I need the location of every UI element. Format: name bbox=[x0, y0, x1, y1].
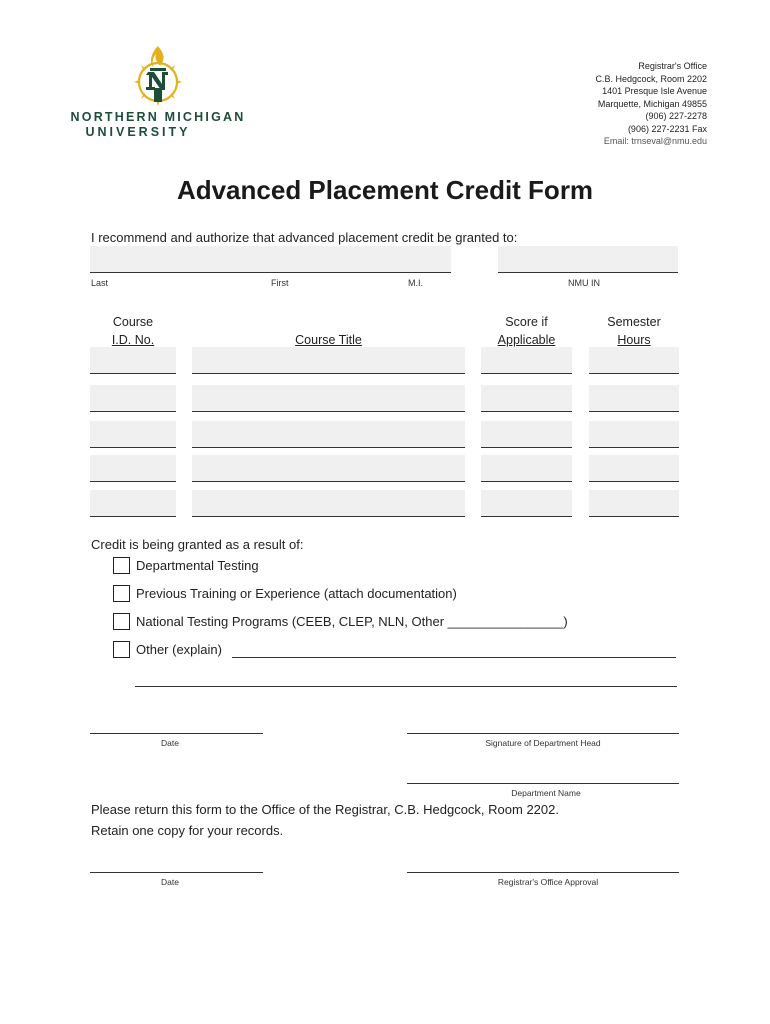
score-input[interactable] bbox=[481, 385, 572, 412]
date-label: Date bbox=[161, 738, 179, 748]
address-fax: (906) 227-2231 Fax bbox=[627, 123, 707, 134]
course-title-input[interactable] bbox=[192, 490, 465, 517]
dept-head-signature-line[interactable] bbox=[407, 720, 679, 734]
logo-text-line2: UNIVERSITY bbox=[85, 125, 191, 139]
other-explain-line[interactable] bbox=[232, 643, 676, 658]
hours-header bbox=[589, 313, 679, 349]
previous-training-label: Previous Training or Experience (attach documentation) bbox=[136, 586, 457, 601]
form-title: Advanced Placement Credit Form bbox=[176, 175, 594, 205]
other-explain-line-2[interactable] bbox=[135, 672, 677, 687]
course-title-input[interactable] bbox=[192, 385, 465, 412]
dept-head-signature-label: Signature of Department Head bbox=[485, 738, 601, 748]
hours-header-line1: Semester bbox=[607, 315, 661, 329]
score-input[interactable] bbox=[481, 455, 572, 482]
last-name-label: Last bbox=[91, 278, 109, 288]
option-departmental-testing[interactable] bbox=[113, 557, 259, 574]
hours-input[interactable] bbox=[589, 385, 679, 412]
torch-emblem-icon bbox=[130, 44, 186, 106]
option-national-testing[interactable] bbox=[113, 613, 568, 630]
score-header-line1: Score if bbox=[505, 315, 548, 329]
score-header bbox=[481, 313, 572, 349]
logo-text-line1: NORTHERN MICHIGAN bbox=[70, 110, 246, 124]
address-phone: (906) 227-2278 bbox=[645, 111, 707, 121]
nmu-in-label: NMU IN bbox=[568, 278, 600, 288]
hours-input[interactable] bbox=[589, 455, 679, 482]
course-id-input[interactable] bbox=[90, 347, 176, 374]
course-title-header-text: Course Title bbox=[295, 333, 362, 347]
department-name-line[interactable] bbox=[407, 770, 679, 784]
course-id-input[interactable] bbox=[90, 385, 176, 412]
hours-input[interactable] bbox=[589, 347, 679, 374]
course-title-input[interactable] bbox=[192, 455, 465, 482]
departmental-testing-label: Departmental Testing bbox=[136, 558, 259, 573]
previous-training-checkbox[interactable] bbox=[113, 585, 130, 602]
course-id-header-line2: I.D. No. bbox=[111, 333, 155, 347]
middle-initial-label: M.I. bbox=[408, 278, 423, 288]
option-previous-training[interactable] bbox=[113, 585, 457, 602]
hours-header-line2: Hours bbox=[617, 333, 651, 347]
registrar-approval-line[interactable] bbox=[407, 859, 679, 873]
hours-input[interactable] bbox=[589, 490, 679, 517]
return-instructions bbox=[91, 799, 559, 841]
course-id-header bbox=[90, 313, 176, 349]
hours-input[interactable] bbox=[589, 421, 679, 448]
registrar-address bbox=[595, 60, 707, 148]
credit-reason-title: Credit is being granted as a result of: bbox=[91, 537, 304, 552]
course-id-header-line1: Course bbox=[112, 315, 154, 329]
course-id-input[interactable] bbox=[90, 490, 176, 517]
score-input[interactable] bbox=[481, 490, 572, 517]
score-input[interactable] bbox=[481, 347, 572, 374]
course-title-input[interactable] bbox=[192, 347, 465, 374]
date-line-2[interactable] bbox=[90, 859, 263, 873]
score-header-line2: Applicable bbox=[497, 333, 556, 347]
course-title-input[interactable] bbox=[192, 421, 465, 448]
other-label: Other (explain) bbox=[136, 642, 222, 657]
student-name-field[interactable] bbox=[90, 246, 451, 273]
option-other[interactable] bbox=[113, 641, 222, 658]
address-line: 1401 Presque Isle Avenue bbox=[602, 86, 707, 96]
first-name-label: First bbox=[271, 278, 289, 288]
address-email: Email: trnseval@nmu.edu bbox=[603, 136, 707, 146]
national-testing-label: National Testing Programs (CEEB, CLEP, NLN, Other ________________) bbox=[136, 614, 568, 629]
registrar-approval-label: Registrar's Office Approval bbox=[497, 877, 599, 887]
departmental-testing-checkbox[interactable] bbox=[113, 557, 130, 574]
date-label-2: Date bbox=[161, 877, 179, 887]
nmu-in-field[interactable] bbox=[498, 246, 678, 273]
course-id-input[interactable] bbox=[90, 455, 176, 482]
address-line: C.B. Hedgcock, Room 2202 bbox=[595, 73, 707, 84]
national-testing-checkbox[interactable] bbox=[113, 613, 130, 630]
address-line: Registrar's Office bbox=[638, 61, 707, 71]
course-id-input[interactable] bbox=[90, 421, 176, 448]
return-line2: Retain one copy for your records. bbox=[91, 823, 284, 838]
return-line1: Please return this form to the Office of the Registrar, C.B. Hedgcock, Room 2202. bbox=[91, 802, 559, 817]
intro-text: I recommend and authorize that advanced placement credit be granted to: bbox=[91, 230, 518, 245]
date-line[interactable] bbox=[90, 720, 263, 734]
address-line: Marquette, Michigan 49855 bbox=[597, 98, 707, 109]
department-name-label: Department Name bbox=[511, 788, 581, 798]
score-input[interactable] bbox=[481, 421, 572, 448]
other-checkbox[interactable] bbox=[113, 641, 130, 658]
